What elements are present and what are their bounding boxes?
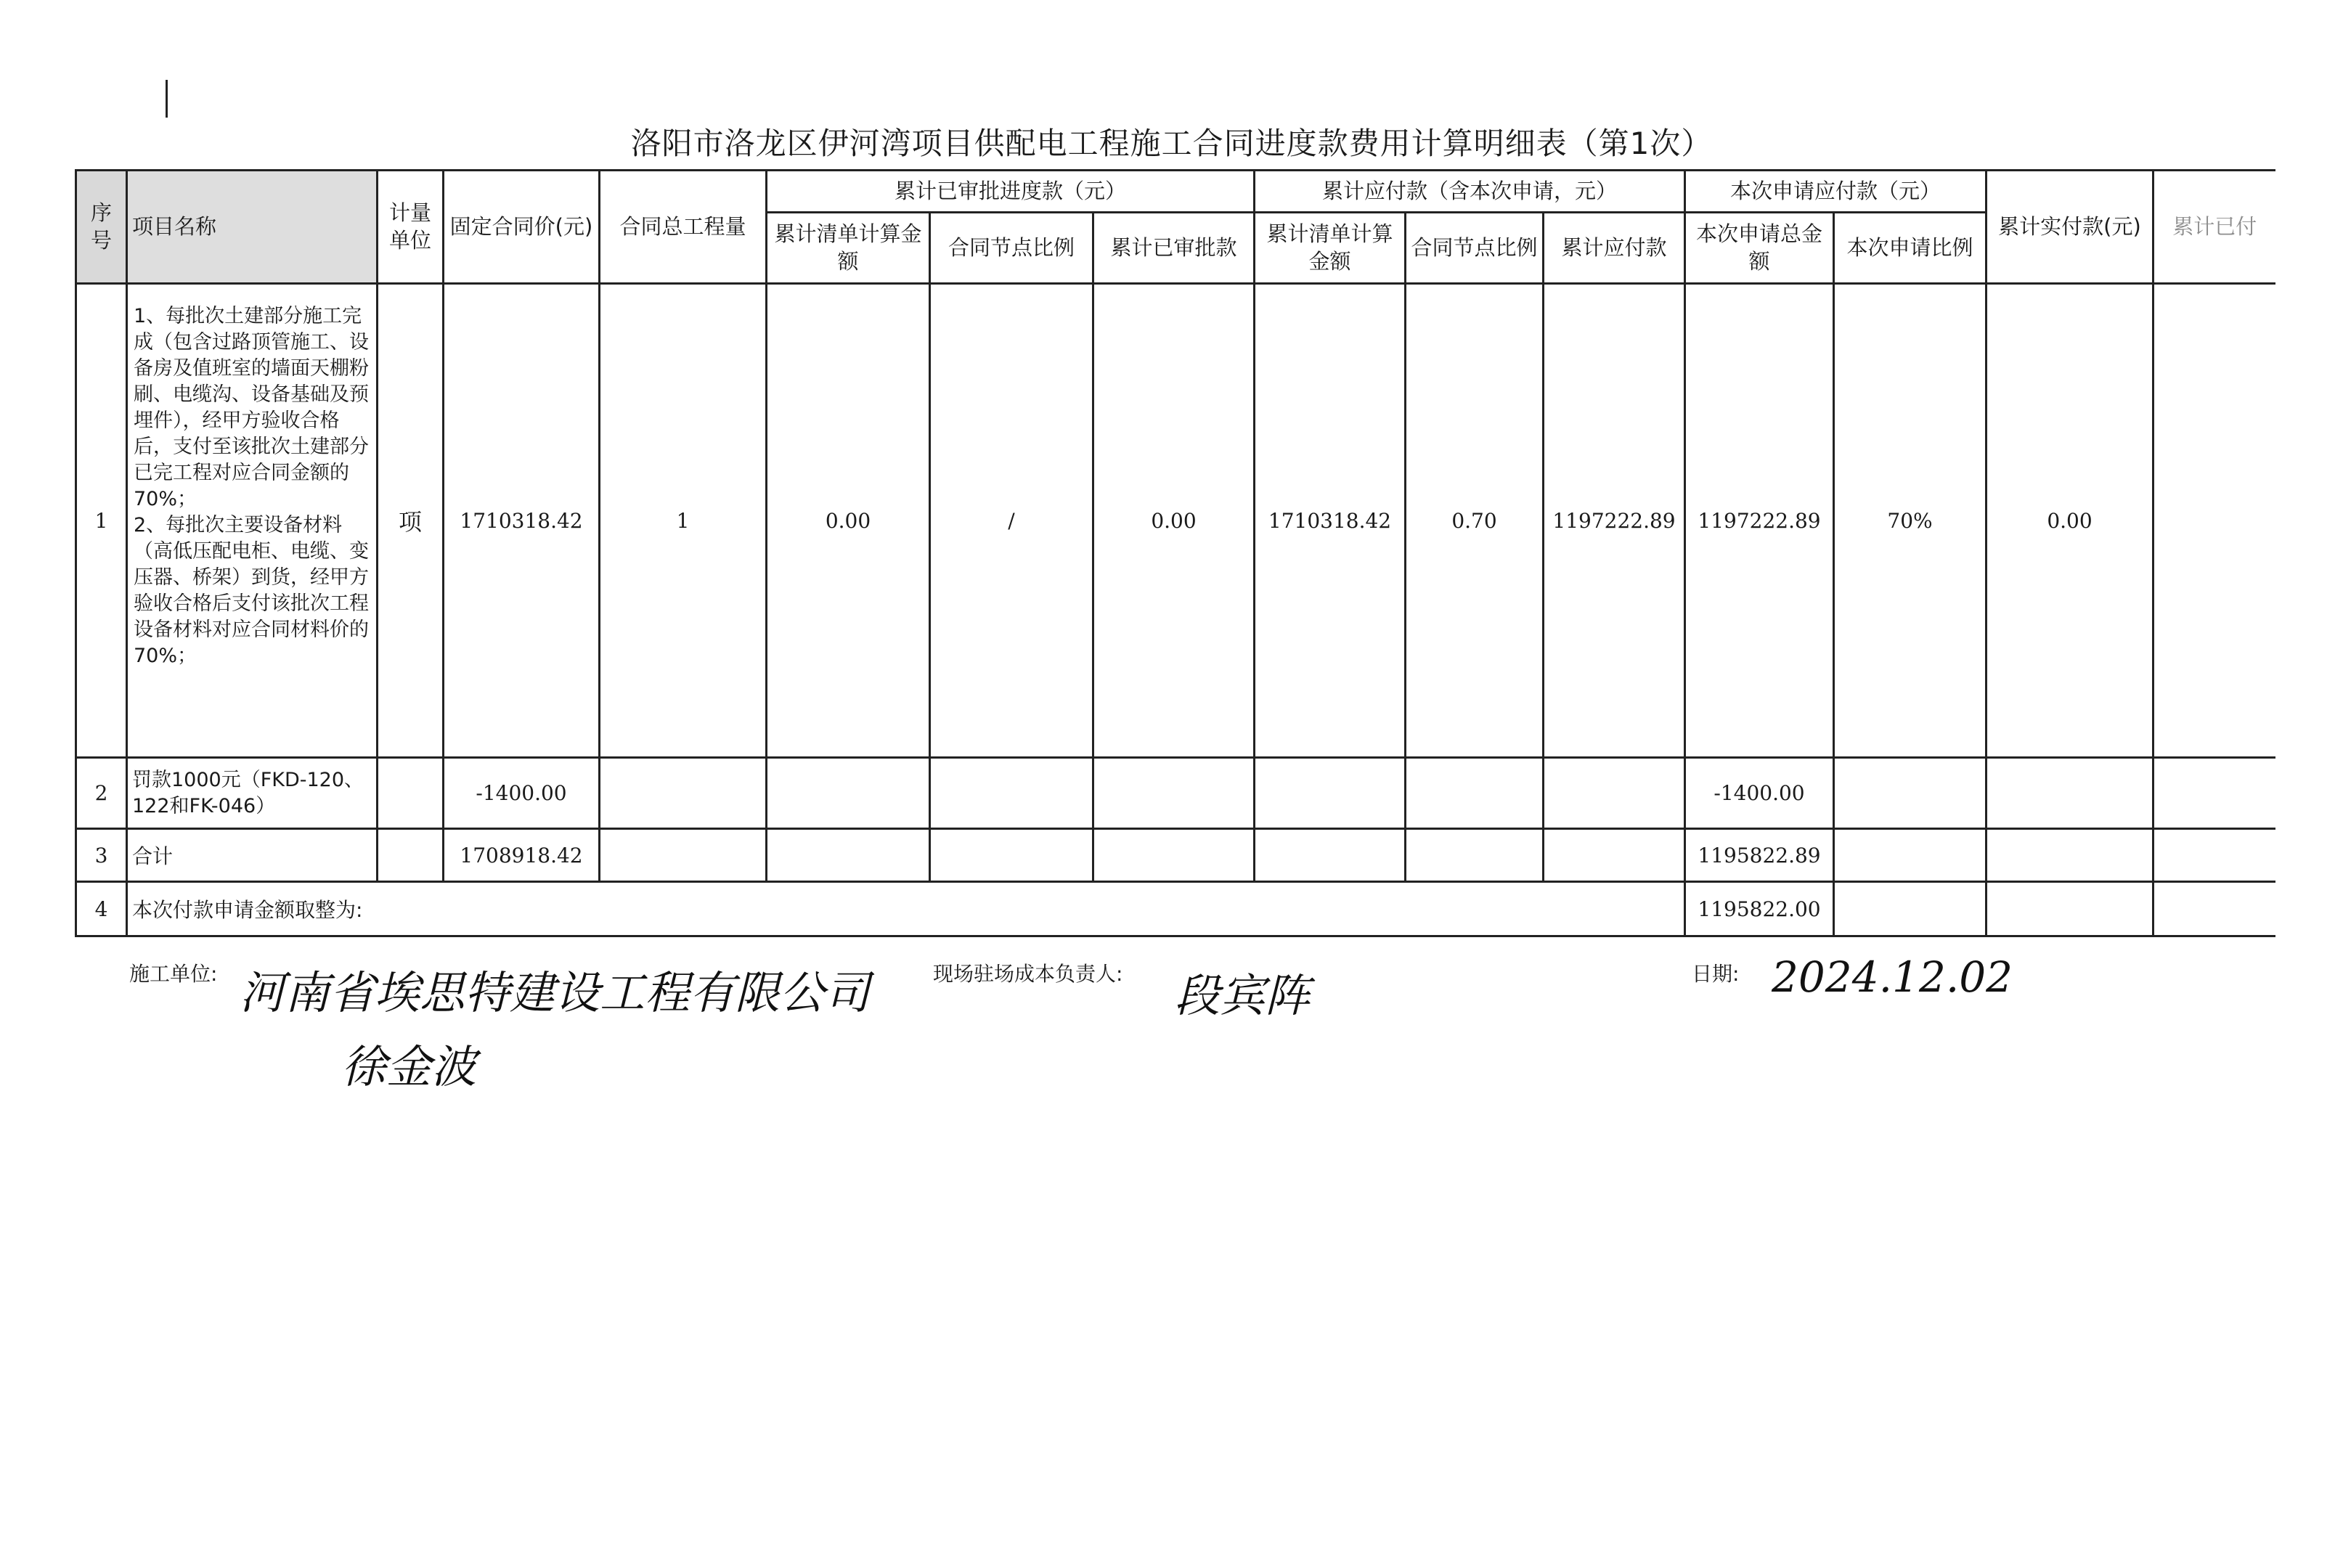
table-row — [76, 284, 2275, 758]
header-payable-amount: 累计应付款 — [1544, 213, 1685, 284]
row-approved-amount — [1093, 758, 1255, 829]
row-seq: 1 — [76, 284, 127, 758]
row-cut-off-cell — [2153, 284, 2275, 758]
row-current-ratio — [1834, 882, 1987, 936]
header-approved-amount: 累计已审批款 — [1093, 213, 1255, 284]
row-seq: 3 — [76, 829, 127, 882]
row-fixed-price: -1400.00 — [444, 758, 600, 829]
header-payable-list-amount: 累计清单计算金额 — [1255, 213, 1406, 284]
row-cut-off-cell — [2153, 882, 2275, 936]
date-handwritten: 2024.12.02 — [1772, 952, 2013, 1002]
row-current-ratio — [1834, 829, 1987, 882]
row-approved-list-amount — [767, 829, 930, 882]
row-approved-amount: 0.00 — [1093, 284, 1255, 758]
progress-payment-table — [75, 169, 2275, 937]
row-paid: 0.00 — [1987, 284, 2153, 758]
header-approved-ratio: 合同节点比例 — [930, 213, 1093, 284]
row-approved-list-amount — [767, 758, 930, 829]
row-total-quantity — [600, 829, 767, 882]
row-current-ratio — [1834, 758, 1987, 829]
scan-artifact-line — [166, 80, 168, 118]
row-total-quantity — [600, 758, 767, 829]
row-current-total: 1195822.89 — [1685, 829, 1834, 882]
row-rounded-label: 本次付款申请金额取整为: — [127, 882, 1685, 936]
row-payable-amount — [1544, 758, 1685, 829]
contractor-name-handwritten: 河南省埃思特建设工程有限公司 — [240, 966, 871, 1019]
row-payable-ratio — [1406, 829, 1544, 882]
row-approved-amount — [1093, 829, 1255, 882]
contractor-person-signature: 徐金波 — [341, 1040, 477, 1093]
row-paid — [1987, 882, 2153, 936]
row-unit — [378, 829, 444, 882]
row-approved-ratio — [930, 758, 1093, 829]
header-payable-ratio: 合同节点比例 — [1406, 213, 1544, 284]
row-current-total: 1195822.00 — [1685, 882, 1834, 936]
header-cut-off: 累计已付 — [2153, 171, 2275, 284]
row-payable-amount: 1197222.89 — [1544, 284, 1685, 758]
header-approved-list-amount: 累计清单计算金额 — [767, 213, 930, 284]
row-current-ratio: 70% — [1834, 284, 1987, 758]
header-current-group: 本次申请应付款（元） — [1685, 171, 1987, 213]
row-paid — [1987, 758, 2153, 829]
row-approved-ratio: / — [930, 284, 1093, 758]
header-paid: 累计实付款(元) — [1987, 171, 2153, 284]
row-project-name: 1、每批次土建部分施工完成（包含过路顶管施工、设备房及值班室的墙面天棚粉刷、电缆沟、设备基础及预埋件），经甲方验收合格后，支付至该批次土建部分已完工程对应合同金额的70%； 2、每批次主要设备材料（高低压配电柜、电缆、变压器、桥架）到货，经甲方验收合格后支付该批次工程设备材料对应合同材料价的70%； — [127, 284, 378, 758]
header-payable-group: 累计应付款（含本次申请，元） — [1255, 171, 1685, 213]
row-payable-ratio: 0.70 — [1406, 284, 1544, 758]
row-current-total: 1197222.89 — [1685, 284, 1834, 758]
table-row — [76, 758, 2275, 829]
contractor-label: 施工单位: — [129, 962, 218, 986]
row-total-quantity: 1 — [600, 284, 767, 758]
row-payable-list-amount: 1710318.42 — [1255, 284, 1406, 758]
row-seq: 2 — [76, 758, 127, 829]
row-payable-ratio — [1406, 758, 1544, 829]
row-payable-amount — [1544, 829, 1685, 882]
row-cut-off-cell — [2153, 829, 2275, 882]
row-fixed-price: 1710318.42 — [444, 284, 600, 758]
row-payable-list-amount — [1255, 829, 1406, 882]
row-cut-off-cell — [2153, 758, 2275, 829]
header-unit: 计量单位 — [378, 171, 444, 284]
row-project-name: 罚款1000元（FKD-120、122和FK-046） — [127, 758, 378, 829]
row-current-total: -1400.00 — [1685, 758, 1834, 829]
row-project-name: 合计 — [127, 829, 378, 882]
header-fixed-price: 固定合同价(元) — [444, 171, 600, 284]
table-row — [76, 882, 2275, 936]
header-total-quantity: 合同总工程量 — [600, 171, 767, 284]
row-fixed-price: 1708918.42 — [444, 829, 600, 882]
row-paid — [1987, 829, 2153, 882]
header-current-ratio: 本次申请比例 — [1834, 213, 1987, 284]
row-payable-list-amount — [1255, 758, 1406, 829]
header-seq: 序号 — [76, 171, 127, 284]
row-unit: 项 — [378, 284, 444, 758]
row-approved-list-amount: 0.00 — [767, 284, 930, 758]
site-manager-label: 现场驻场成本负责人: — [933, 962, 1123, 986]
header-project-name: 项目名称 — [127, 171, 378, 284]
row-approved-ratio — [930, 829, 1093, 882]
table-row — [76, 829, 2275, 882]
header-approved-group: 累计已审批进度款（元） — [767, 171, 1255, 213]
date-label: 日期: — [1692, 962, 1740, 986]
site-manager-signature: 段宾阵 — [1175, 969, 1311, 1022]
row-unit — [378, 758, 444, 829]
row-seq: 4 — [76, 882, 127, 936]
header-current-total: 本次申请总金额 — [1685, 213, 1834, 284]
document-title: 洛阳市洛龙区伊河湾项目供配电工程施工合同进度款费用计算明细表（第1次） — [630, 126, 1713, 161]
